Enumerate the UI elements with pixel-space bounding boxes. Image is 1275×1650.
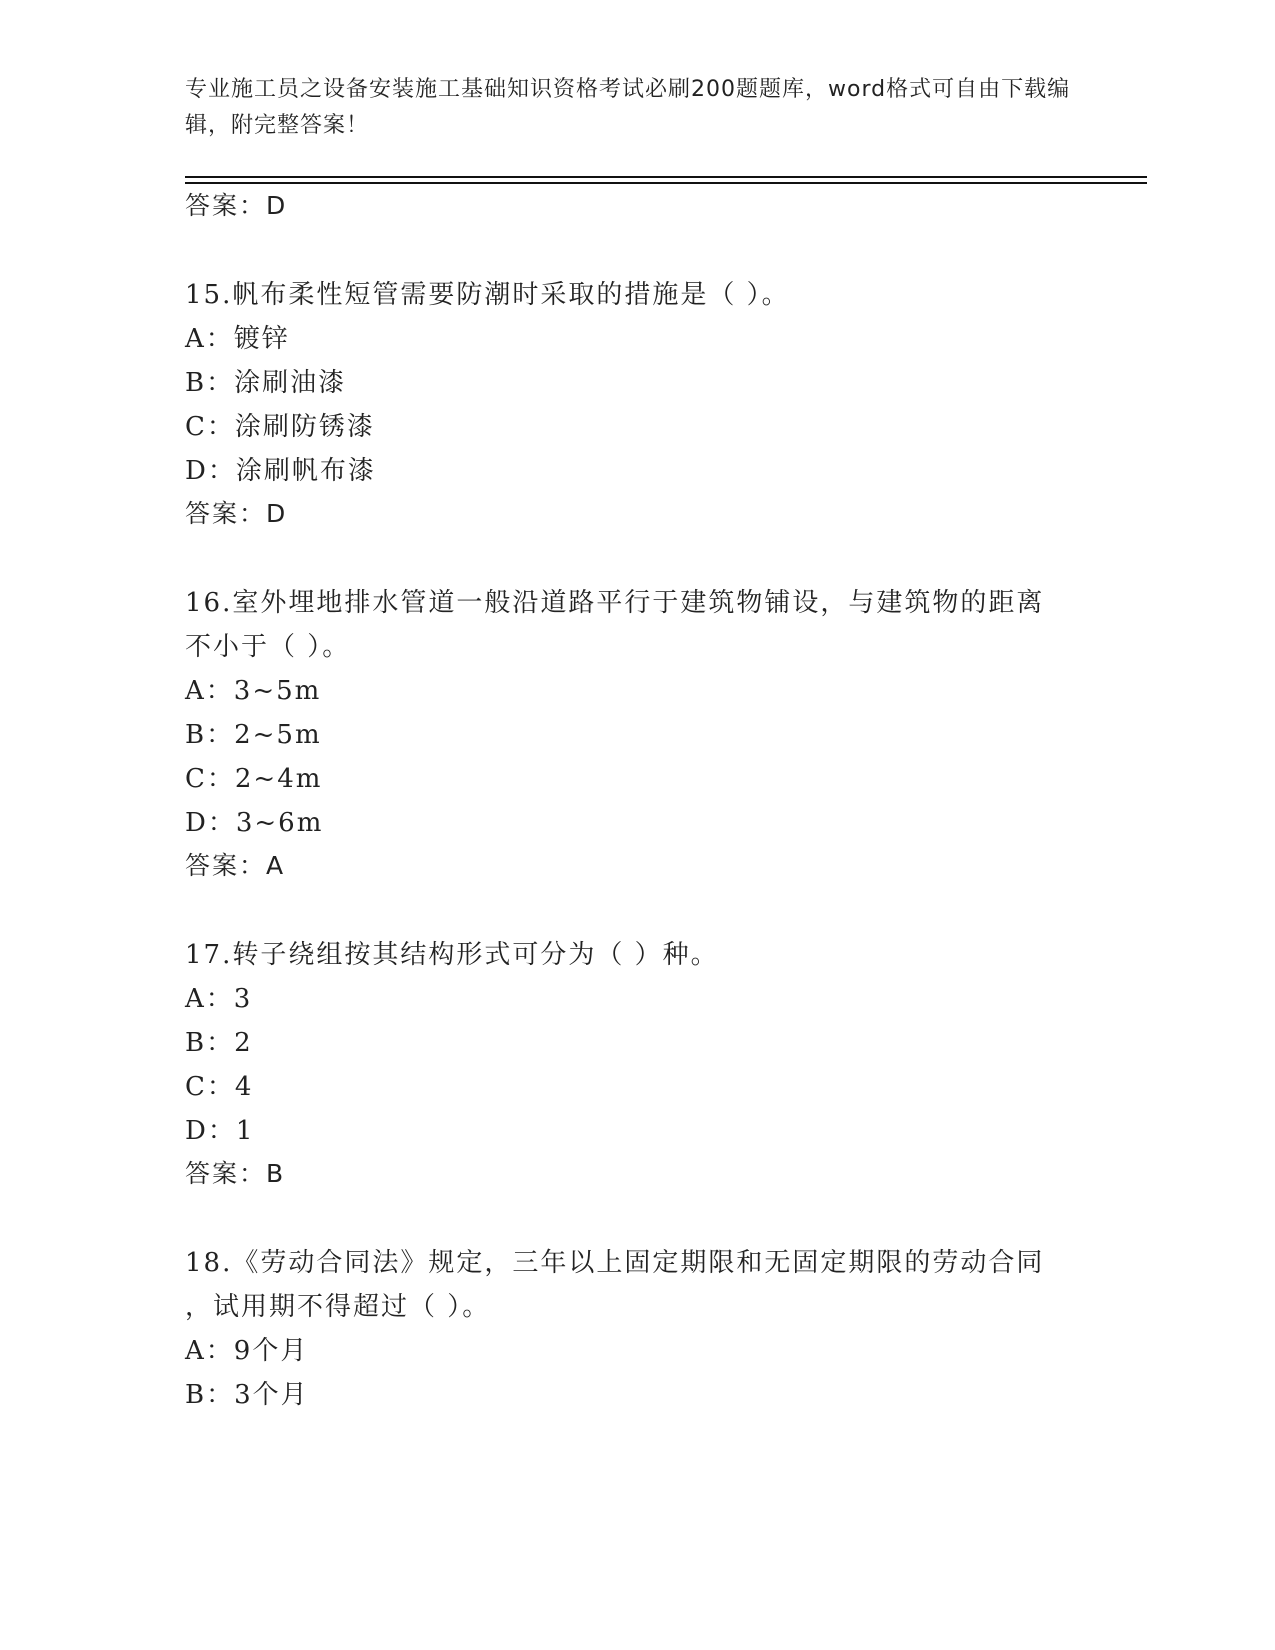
question-16-option-a: A：3~5m bbox=[185, 676, 322, 706]
document-header-title: 专业施工员之设备安装施工基础知识资格考试必刷200题题库，word格式可自由下载编辑，附完整答案！ bbox=[185, 77, 1071, 138]
question-18-option-b: B：3个月 bbox=[185, 1380, 309, 1410]
header-divider-bottom bbox=[185, 182, 1147, 184]
question-16-option-d: D：3~6m bbox=[185, 808, 324, 838]
question-18-option-a: A：9个月 bbox=[185, 1336, 309, 1366]
question-17-answer: 答案：B bbox=[185, 1159, 286, 1188]
question-17-stem: 17.转子绕组按其结构形式可分为（ ）种。 bbox=[185, 940, 719, 970]
question-15-stem: 15.帆布柔性短管需要防潮时采取的措施是（ ）。 bbox=[185, 280, 790, 310]
question-16-stem-line2: 不小于（ ）。 bbox=[185, 632, 351, 662]
answer-previous: 答案：D bbox=[185, 191, 288, 220]
question-16-answer: 答案：A bbox=[185, 851, 286, 880]
question-15-option-d: D：涂刷帆布漆 bbox=[185, 456, 376, 486]
question-17-option-c: C：4 bbox=[185, 1072, 254, 1102]
question-17-option-b: B：2 bbox=[185, 1028, 253, 1058]
question-16-stem-line1: 16.室外埋地排水管道一般沿道路平行于建筑物铺设，与建筑物的距离 bbox=[185, 588, 1045, 618]
question-17-option-a: A：3 bbox=[185, 984, 253, 1014]
header-divider-top bbox=[185, 176, 1147, 178]
question-18-stem-line1: 18.《劳动合同法》规定，三年以上固定期限和无固定期限的劳动合同 bbox=[185, 1248, 1045, 1278]
question-15-option-b: B：涂刷油漆 bbox=[185, 368, 347, 398]
question-18-stem-line2: ，试用期不得超过（ ）。 bbox=[185, 1292, 491, 1322]
question-15-option-c: C：涂刷防锈漆 bbox=[185, 412, 375, 442]
question-16-option-b: B：2~5m bbox=[185, 720, 322, 750]
question-16-option-c: C：2~4m bbox=[185, 764, 323, 794]
question-15-option-a: A：镀锌 bbox=[185, 324, 290, 354]
question-17-option-d: D：1 bbox=[185, 1116, 255, 1146]
question-15-answer: 答案：D bbox=[185, 499, 288, 528]
